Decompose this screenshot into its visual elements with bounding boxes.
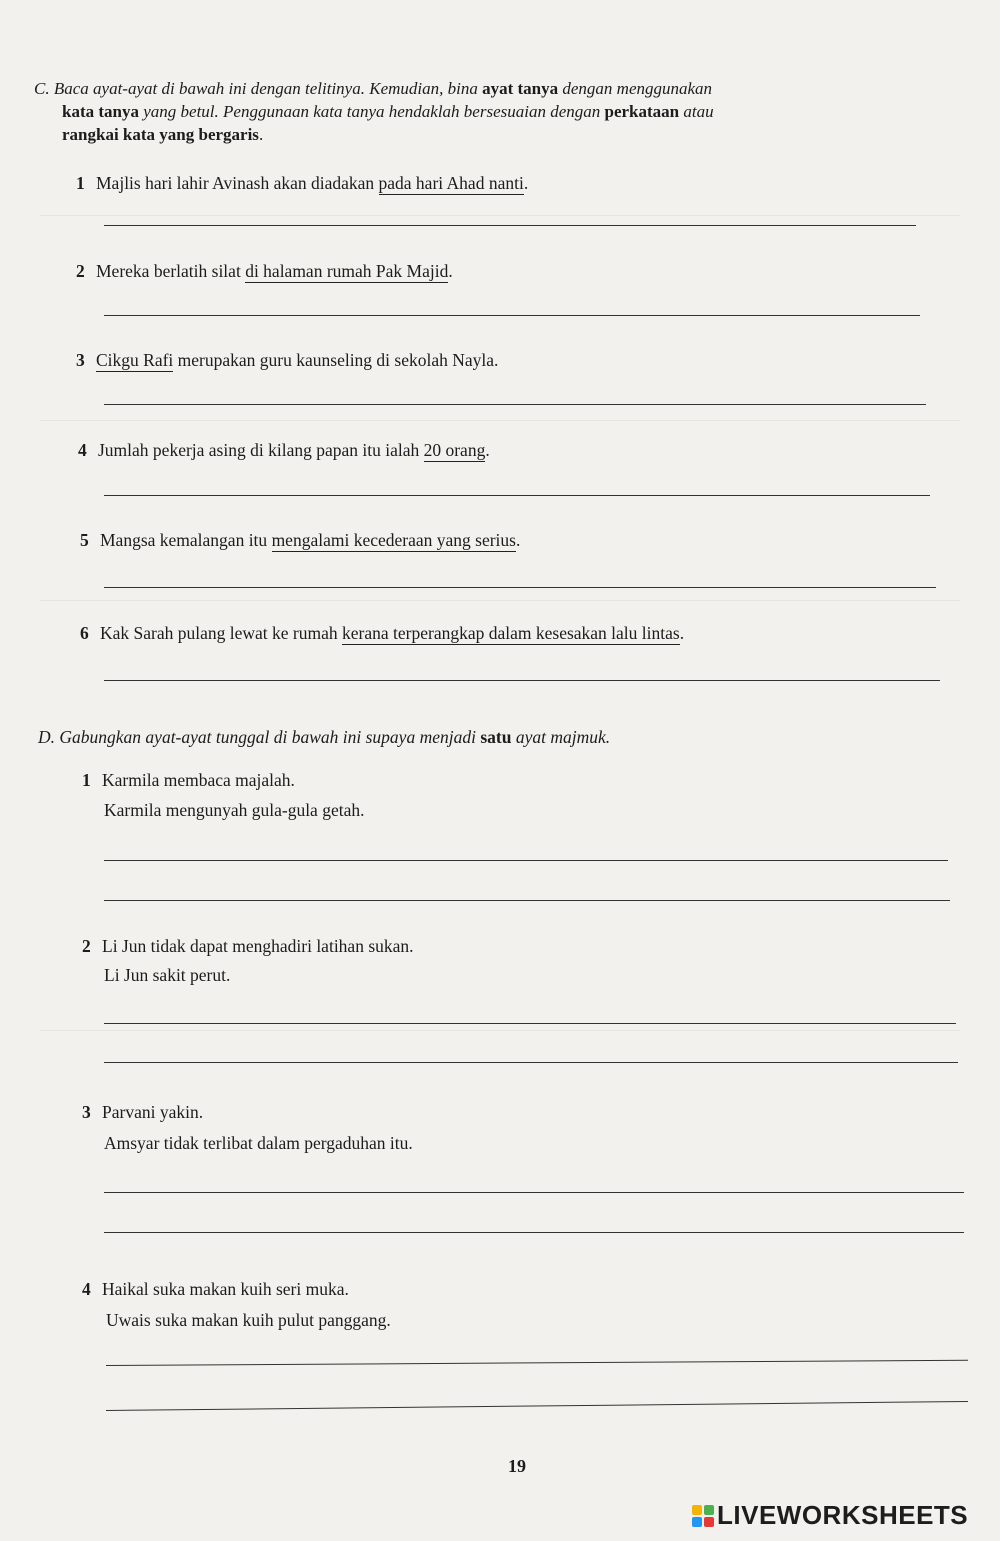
question-c6 [80, 620, 684, 646]
question-text: . [485, 440, 490, 460]
answer-line[interactable] [104, 1232, 964, 1233]
question-number: 5 [80, 530, 89, 550]
instr-bold: ayat tanya [482, 79, 559, 98]
liveworksheets-logo-icon [692, 1505, 714, 1527]
answer-line[interactable] [106, 1360, 968, 1366]
question-d1 [82, 767, 295, 793]
question-number: 1 [76, 173, 85, 193]
question-number: 3 [82, 1102, 91, 1122]
instr-bold: rangkai kata yang bergaris [62, 125, 259, 144]
question-text: Karmila membaca majalah. [102, 770, 295, 790]
question-d4 [82, 1276, 349, 1302]
answer-line[interactable] [104, 495, 930, 496]
question-number: 6 [80, 623, 89, 643]
question-c3 [76, 347, 498, 373]
show-through-line [40, 420, 960, 421]
section-d-letter: D. [38, 727, 56, 747]
question-text: . [523, 173, 529, 193]
instr-text: Baca ayat-ayat di bawah ini dengan telitinya. Kemudian, bina [53, 79, 483, 98]
question-number: 2 [82, 936, 91, 956]
answer-line[interactable] [104, 1023, 956, 1024]
question-text: Mangsa kemalangan itu [100, 530, 272, 550]
show-through-line [40, 600, 960, 601]
underlined-phrase: 20 orang [423, 440, 486, 460]
answer-line[interactable] [104, 1062, 958, 1063]
section-d-instructions [38, 726, 938, 748]
answer-line[interactable] [104, 315, 920, 316]
show-through-line [40, 215, 960, 216]
section-c-instructions [34, 78, 914, 100]
underlined-phrase: Cikgu Rafi [96, 350, 174, 370]
question-d2 [82, 933, 414, 959]
instr-bold: perkataan [604, 102, 680, 121]
question-text: Haikal suka makan kuih seri muka. [102, 1279, 349, 1299]
question-text: Majlis hari lahir Avinash akan diadakan [96, 173, 379, 193]
instr-text: dengan menggunakan [558, 79, 713, 98]
instr-text: . [258, 125, 264, 144]
page-number: 19 [508, 1456, 526, 1476]
question-c1 [76, 170, 528, 196]
answer-line[interactable] [104, 404, 926, 405]
section-c-instructions-2 [62, 101, 922, 123]
answer-line[interactable] [104, 680, 940, 681]
question-text: Kak Sarah pulang lewat ke rumah [100, 623, 343, 643]
question-text: . [679, 623, 685, 643]
question-number: 4 [78, 440, 87, 460]
instr-text: ayat majmuk. [511, 727, 611, 747]
question-text-line2: Karmila mengunyah gula-gula getah. [104, 800, 365, 820]
answer-line[interactable] [104, 860, 948, 861]
question-c4 [78, 437, 490, 463]
question-number: 3 [76, 350, 85, 370]
question-number: 2 [76, 261, 85, 281]
question-c5 [80, 527, 520, 553]
instr-bold: kata tanya [62, 102, 139, 121]
question-text-line2: Uwais suka makan kuih pulut panggang. [106, 1310, 391, 1330]
answer-line[interactable] [104, 225, 916, 226]
answer-line[interactable] [106, 1401, 968, 1411]
question-d3 [82, 1099, 203, 1125]
underlined-phrase: kerana terperangkap dalam kesesakan lalu lintas [342, 623, 680, 643]
question-c2 [76, 258, 453, 284]
question-text: . [515, 530, 521, 550]
question-text: . [448, 261, 453, 281]
question-text: Jumlah pekerja asing di kilang papan itu ialah [98, 440, 424, 460]
answer-line[interactable] [104, 900, 950, 901]
underlined-phrase: mengalami kecederaan yang serius [271, 530, 516, 550]
instr-bold: satu [480, 727, 512, 747]
question-number: 4 [82, 1279, 91, 1299]
answer-line[interactable] [104, 587, 936, 588]
question-text-line2: Li Jun sakit perut. [104, 965, 231, 985]
question-text: Li Jun tidak dapat menghadiri latihan sukan. [102, 936, 414, 956]
show-through-line [40, 1030, 960, 1031]
question-text-line2: Amsyar tidak terlibat dalam pergaduhan itu. [104, 1133, 413, 1153]
section-c-letter: C. [34, 79, 50, 98]
question-text: merupakan guru kaunseling di sekolah Nayla. [173, 350, 499, 370]
liveworksheets-logo [692, 1500, 968, 1531]
instr-text: yang betul. Penggunaan kata tanya hendaklah bersesuaian dengan [138, 102, 605, 121]
section-c-instructions-3 [62, 124, 922, 146]
question-text: Parvani yakin. [102, 1102, 204, 1122]
logo-text: LIVEWORKSHEETS [717, 1500, 969, 1530]
answer-line[interactable] [104, 1192, 964, 1193]
underlined-phrase: di halaman rumah Pak Majid [245, 261, 449, 281]
question-number: 1 [82, 770, 91, 790]
question-text: Mereka berlatih silat [96, 261, 246, 281]
instr-text: atau [679, 102, 714, 121]
underlined-phrase: pada hari Ahad nanti [378, 173, 524, 193]
instr-text: Gabungkan ayat-ayat tunggal di bawah ini supaya menjadi [59, 727, 481, 747]
